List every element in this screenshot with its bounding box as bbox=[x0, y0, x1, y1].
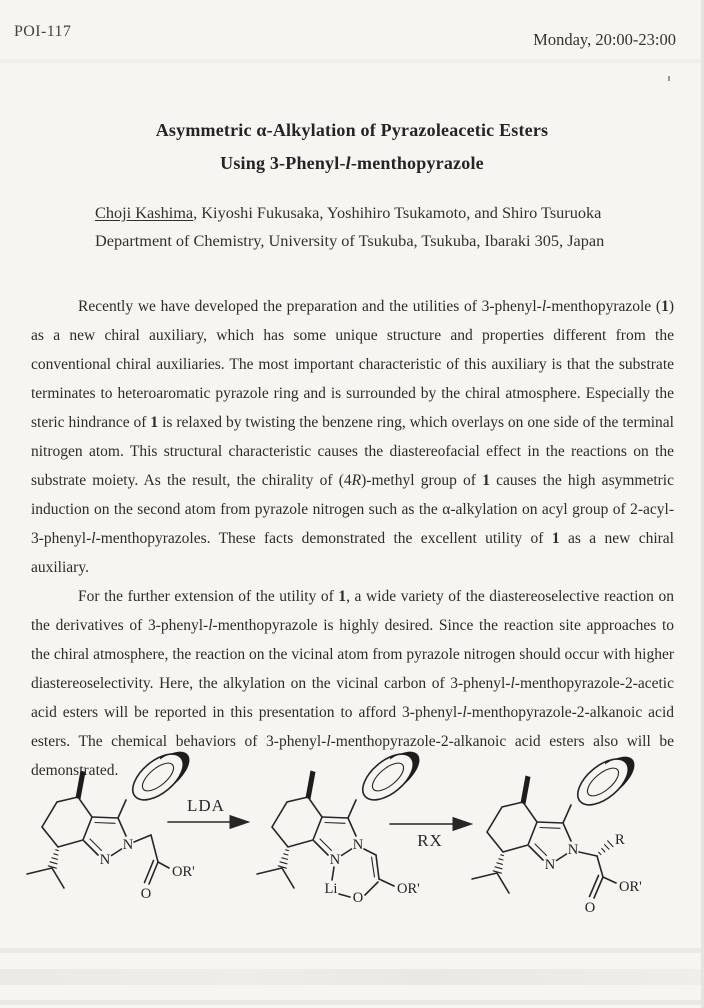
reaction-scheme bbox=[0, 745, 704, 970]
authors-line: Choji Kashima, Kiyoshi Fukusaka, Yoshihiro Tsukamoto, and Shiro Tsuruoka bbox=[95, 203, 602, 222]
s3-ester-label: OR' bbox=[619, 879, 642, 895]
scan-noise-band bbox=[0, 1000, 704, 1005]
arrow1-reagent-label: LDA bbox=[187, 796, 225, 815]
scan-noise-band bbox=[0, 969, 704, 985]
abstract-paragraph-1: Recently we have developed the preparation and the utilities of 3-phenyl-l-menthopyrazole (1) as a new chiral auxiliary, which has some unique structure and properties different from the conventional chiral auxiliaries. The most important characteristic of this auxiliary is that the substrate terminates to heteroaromatic pyrazole ring and is surrounded by the chiral atmosphere. Especially the steric hindrance of 1 is relaxed by twisting the benzene ring, which overlays on one side of the terminal nitrogen atom. This structural characteristic causes the diastereofacial effect in the reactions on the substrate moiety. As the result, the chirality of (4R)-methyl group of 1 causes the high asymmetric induction on the second atom from pyrazole nitrogen such as the α-alkylation on acyl group of 2-acyl-3-phenyl-l-menthopyrazoles. These facts demonstrated the excellent utility of 1 as a new chiral auxiliary. bbox=[31, 298, 674, 576]
reaction-scheme-drawing bbox=[0, 745, 704, 970]
paper-title-line-2: Using 3-Phenyl-l-menthopyrazole bbox=[220, 153, 484, 173]
abstract-paragraph-2: For the further extension of the utility of 1, a wide variety of the diastereoselective reaction on the derivatives of 3-phenyl-l-menthopyrazole is highly desired. Since the reaction site approaches to the chiral atmosphere, the reaction on the vicinal atom from pyrazole nitrogen should occur with higher diastereoselectivity. Here, the alkylation on the vicinal carbon of 3-phenyl-l-menthopyrazole-2-acetic acid esters will be reported in this presentation to afford 3-phenyl-l-menthopyrazole-2-alkanoic acid esters. The chemical behaviors of 3-phenyl-l-menthopyrazole-2-alkanoic acid esters also will be demonstrated. bbox=[31, 588, 675, 779]
s3-n1-label: N bbox=[544, 857, 556, 873]
affiliation-line: Department of Chemistry, University of Tsukuba, Tsukuba, Ibaraki 305, Japan bbox=[95, 231, 605, 250]
scan-speck bbox=[668, 76, 670, 81]
s1-ester-label: OR' bbox=[172, 864, 195, 880]
structure-3-alkylated-product bbox=[472, 746, 642, 916]
structure-2-lithium-enolate bbox=[257, 745, 427, 906]
s2-o-label: O bbox=[352, 890, 364, 906]
s1-n2-label: N bbox=[122, 837, 134, 853]
s1-n1-label: N bbox=[99, 852, 111, 868]
paper-title-line-1: Asymmetric α-Alkylation of Pyrazoleacetic Esters bbox=[155, 120, 549, 140]
s3-n2-label: N bbox=[567, 842, 579, 858]
reaction-arrow-2 bbox=[390, 824, 470, 850]
s3-r-group-label: R bbox=[615, 832, 625, 848]
s2-ester-label: OR' bbox=[397, 881, 420, 897]
reaction-arrow-1 bbox=[168, 796, 247, 822]
s1-carbonyl-o-label: O bbox=[140, 886, 152, 902]
session-code: POI-117 bbox=[14, 23, 72, 40]
scan-noise-band bbox=[0, 59, 704, 63]
s2-n1-label: N bbox=[329, 852, 341, 868]
structure-1-pyrazoleacetic-ester bbox=[27, 745, 197, 902]
arrow2-reagent-label: RX bbox=[417, 831, 443, 850]
s2-li-label: Li bbox=[324, 881, 338, 897]
session-time: Monday, 20:00-23:00 bbox=[533, 30, 676, 49]
s2-n2-label: N bbox=[352, 837, 364, 853]
s3-carbonyl-o-label: O bbox=[584, 900, 596, 916]
abstract-body bbox=[31, 292, 674, 785]
